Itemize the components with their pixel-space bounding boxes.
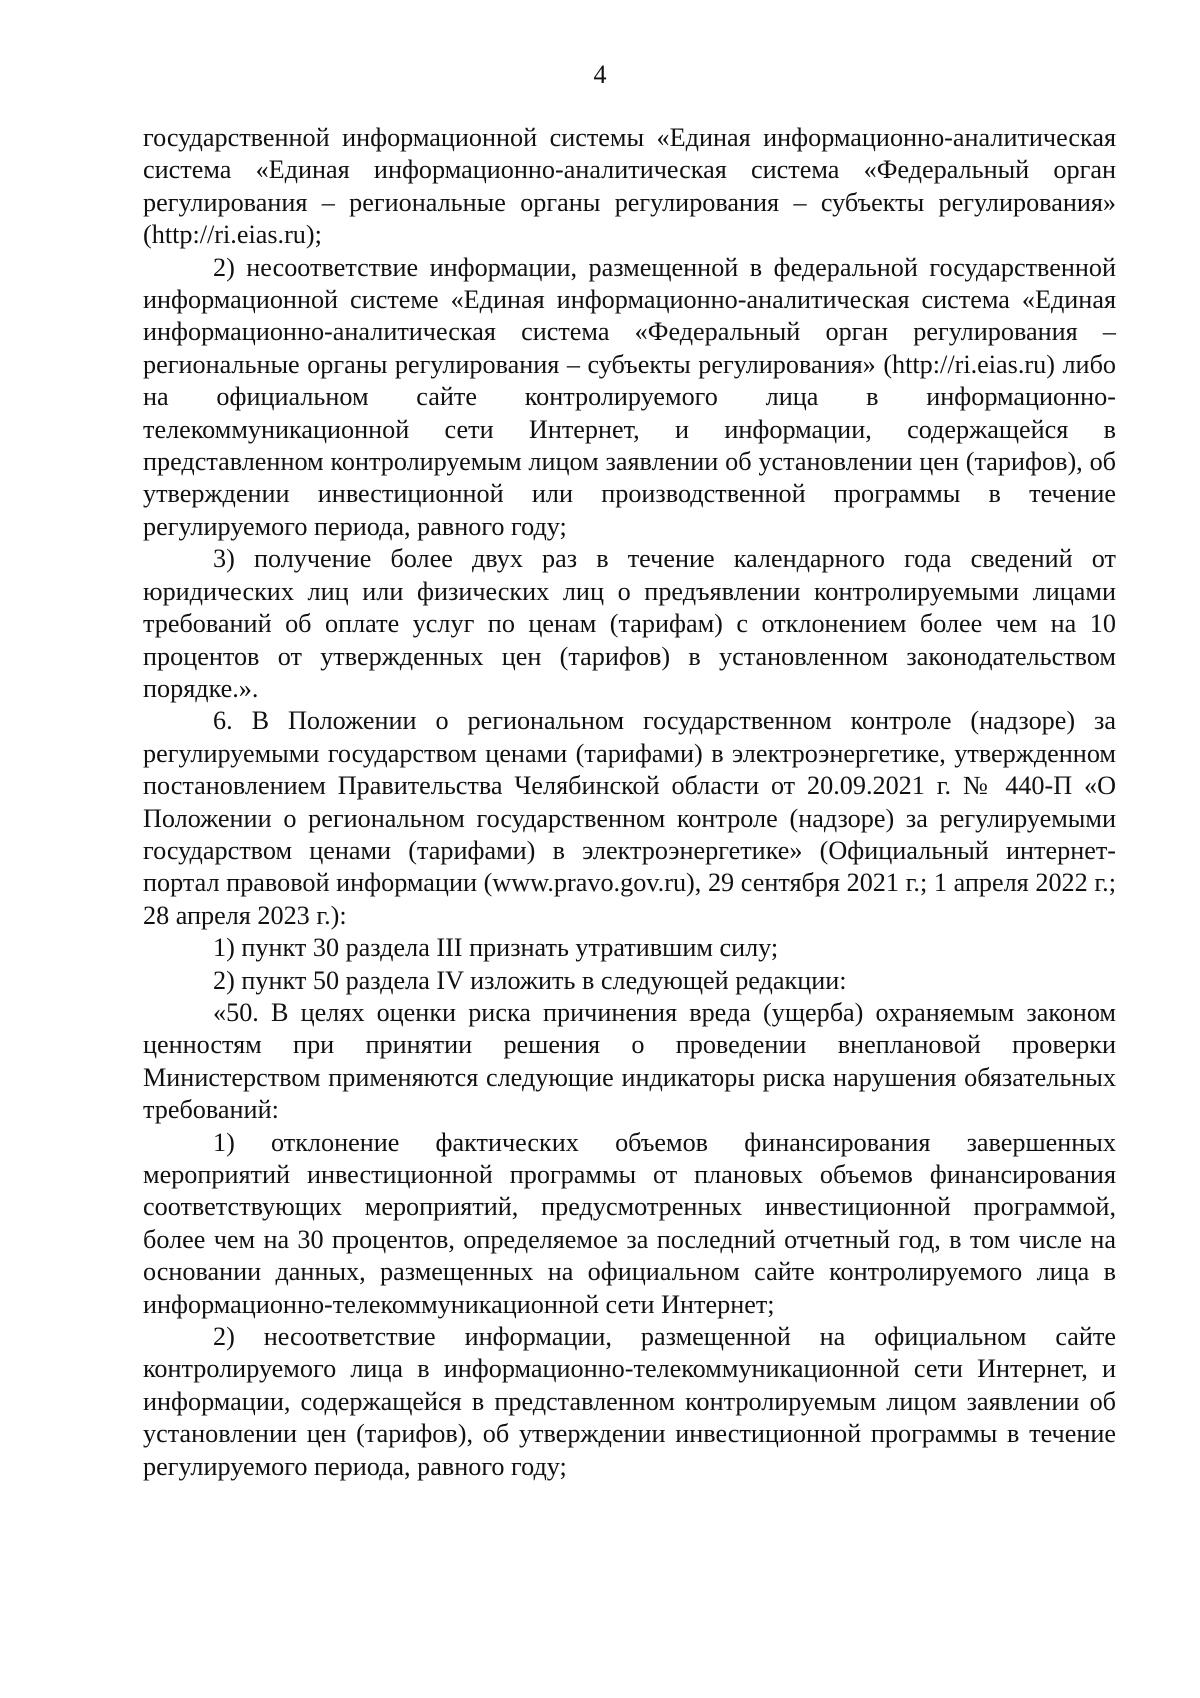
page-number: 4 — [593, 60, 607, 89]
paragraph: 1) отклонение фактических объемов финансирования завершенных мероприятий инвестиционной программы от плановых объемов финансирования соответствующих мероприятий, предусмотренных инвестиционной программой, более чем на 30 процентов, определяемое за последний отчетный год, в том числе на основании данных, размещенных на официальном сайте контролируемого лица в информационно-телекоммуникационной сети Интернет; — [143, 1127, 1116, 1319]
paragraph: «50. В целях оценки риска причинения вреда (ущерба) охраняемым законом ценностям при принятии решения о проведении внеплановой проверки Министерством применяются следующие индикаторы риска нарушения обязательных требований: — [143, 997, 1116, 1125]
paragraph: государственной информационной системы «Единая информационно-аналитическая система «Единая информационно-аналитическая система «Федеральный орган регулирования – региональные органы регулирования – субъекты регулирования» (http://ri.eias.ru); — [143, 123, 1116, 250]
paragraph: 2) несоответствие информации, размещенной на официальном сайте контролируемого лица в информационно-телекоммуникационной сети Интернет, и информации, содержащейся в представленном контролируемым лицом заявлении об установлении цен (тарифов), об утверждении инвестиционной программы в течение регулируемого периода, равного году; — [143, 1322, 1116, 1481]
document-body — [143, 122, 1116, 1483]
paragraph: 2) пункт 50 раздела IV изложить в следующей редакции: — [213, 965, 847, 995]
paragraph: 1) пункт 30 раздела III признать утратившим силу; — [213, 933, 779, 963]
paragraph: 2) несоответствие информации, размещенной в федеральной государственной информационной системе «Единая информационно-аналитическая система «Единая информационно-аналитическая система «Федеральный орган регулирования – региональные органы регулирования – субъекты регулирования» (http://ri.eias.ru) либо на официальном сайте контролируемого лица в информационно-телекоммуникационной сети Интернет, и информации, содержащейся в представленном контролируемым лицом заявлении об установлении цен (тарифов), об утверждении инвестиционной или производственной программы в течение регулируемого периода, равного году; — [143, 252, 1116, 541]
paragraph: 6. В Положении о региональном государственном контроле (надзоре) за регулируемыми государством ценами (тарифами) в электроэнергетике, утвержденном постановлением Правительства Челябинской области от 20.09.2021 г. № 440-П «О Положении о региональном государственном контроле (надзоре) за регулируемыми государством ценами (тарифами) в электроэнергетике» (Официальный интернет-портал правовой информации (www.pravo.gov.ru), 29 сентября 2021 г.; 1 апреля 2022 г.; 28 апреля 2023 г.): — [143, 706, 1116, 930]
paragraph: 3) получение более двух раз в течение календарного года сведений от юридических лиц или физических лиц о предъявлении контролируемыми лицами требований об оплате услуг по ценам (тарифам) с отклонением более чем на 10 процентов от утвержденных цен (тарифов) в установленном законодательством порядке.». — [143, 544, 1116, 703]
